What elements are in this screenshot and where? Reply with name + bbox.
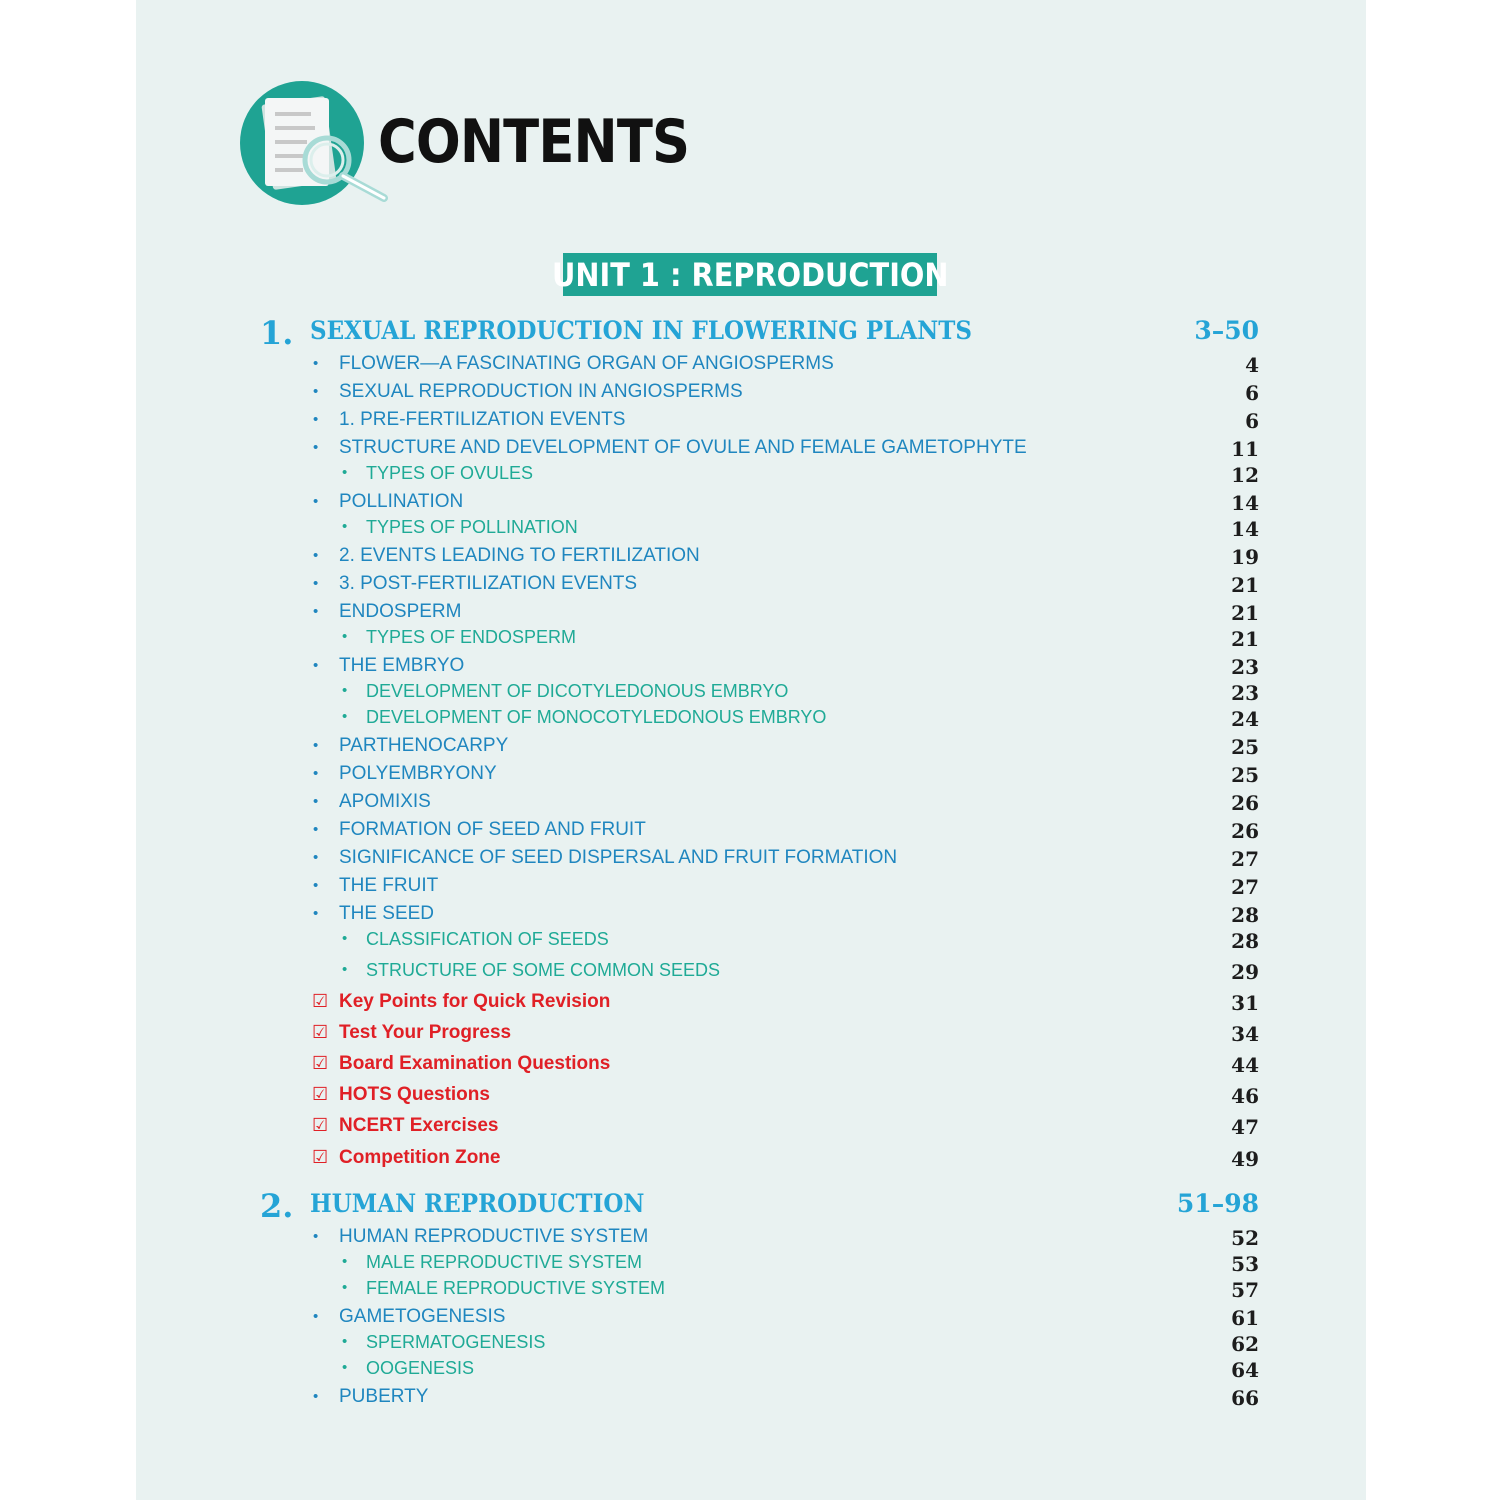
toc-revision-entry: Key Points for Quick Revision <box>339 991 611 1012</box>
toc-entry: POLLINATION <box>339 491 464 512</box>
bullet-icon: • <box>313 439 319 456</box>
page-number: 24 <box>1231 707 1259 731</box>
checkbox-icon: ☑ <box>312 1022 329 1042</box>
bullet-icon: • <box>313 603 319 620</box>
bullet-icon: • <box>313 493 319 510</box>
page-number: 29 <box>1231 960 1259 984</box>
bullet-icon: • <box>313 411 319 428</box>
bullet-icon: • <box>313 793 319 810</box>
chapter-page-range: 3–50 <box>1194 316 1259 345</box>
page-number: 28 <box>1231 903 1259 927</box>
chapter-page-range: 51–98 <box>1176 1189 1259 1218</box>
bullet-icon: • <box>313 1308 319 1325</box>
page-number: 21 <box>1231 601 1259 625</box>
toc-revision-entry: Board Examination Questions <box>339 1053 611 1074</box>
bullet-icon: • <box>313 383 319 400</box>
page-number: 23 <box>1231 681 1259 705</box>
sub-bullet-icon: • <box>342 1359 348 1376</box>
page-number: 26 <box>1231 791 1259 815</box>
bullet-icon: • <box>313 1228 319 1245</box>
page-number: 66 <box>1231 1386 1259 1410</box>
page-number: 23 <box>1231 655 1259 679</box>
toc-subentry: CLASSIFICATION OF SEEDS <box>366 929 609 949</box>
page-title: CONTENTS <box>378 107 690 177</box>
toc-entry: THE EMBRYO <box>339 655 465 676</box>
sub-bullet-icon: • <box>342 1333 348 1350</box>
page-number: 28 <box>1231 929 1259 953</box>
page-number: 53 <box>1231 1252 1259 1276</box>
sub-bullet-icon: • <box>342 518 348 535</box>
toc-entry: 3. POST-FERTILIZATION EVENTS <box>339 573 638 594</box>
page-number: 64 <box>1231 1358 1259 1382</box>
toc-entry: ENDOSPERM <box>339 601 462 622</box>
chapter-title: SEXUAL REPRODUCTION IN FLOWERING PLANTS <box>310 316 972 345</box>
checkbox-icon: ☑ <box>312 991 329 1011</box>
page-number: 4 <box>1245 353 1259 377</box>
page-number: 19 <box>1231 545 1259 569</box>
page-number: 26 <box>1231 819 1259 843</box>
page-number: 14 <box>1231 517 1259 541</box>
page-number: 57 <box>1231 1278 1259 1302</box>
sub-bullet-icon: • <box>342 930 348 947</box>
sub-bullet-icon: • <box>342 708 348 725</box>
toc-subentry: TYPES OF ENDOSPERM <box>366 627 577 647</box>
unit-title: UNIT 1 : REPRODUCTION <box>551 255 949 294</box>
toc-subentry: TYPES OF POLLINATION <box>366 517 578 537</box>
toc-subentry: SPERMATOGENESIS <box>366 1332 546 1352</box>
toc-subentry: FEMALE REPRODUCTIVE SYSTEM <box>366 1278 666 1298</box>
toc-entry: THE FRUIT <box>339 875 439 896</box>
page-number: 6 <box>1245 381 1259 405</box>
page-number: 12 <box>1231 463 1259 487</box>
page-number: 21 <box>1231 627 1259 651</box>
toc-entry: 1. PRE-FERTILIZATION EVENTS <box>339 409 626 430</box>
page-number: 21 <box>1231 573 1259 597</box>
toc-entry: THE SEED <box>339 903 435 924</box>
toc-subentry: DEVELOPMENT OF MONOCOTYLEDONOUS EMBRYO <box>366 707 827 727</box>
toc-entry: POLYEMBRYONY <box>339 763 497 784</box>
contents-document-search-icon <box>239 80 399 210</box>
page-number: 44 <box>1231 1053 1259 1077</box>
bullet-icon: • <box>313 737 319 754</box>
sub-bullet-icon: • <box>342 1279 348 1296</box>
toc-subentry: STRUCTURE OF SOME COMMON SEEDS <box>366 960 721 980</box>
checkbox-icon: ☑ <box>312 1084 329 1104</box>
page-number: 25 <box>1231 735 1259 759</box>
toc-subentry: MALE REPRODUCTIVE SYSTEM <box>366 1252 643 1272</box>
page-number: 31 <box>1231 991 1259 1015</box>
toc-entry: FLOWER—A FASCINATING ORGAN OF ANGIOSPERMS <box>339 353 834 374</box>
bullet-icon: • <box>313 547 319 564</box>
toc-entry: PUBERTY <box>339 1386 429 1407</box>
toc-subentry: TYPES OF OVULES <box>366 463 534 483</box>
page-number: 46 <box>1231 1084 1259 1108</box>
page-number: 34 <box>1231 1022 1259 1046</box>
chapter-number: 2. <box>260 1187 294 1225</box>
page-number: 49 <box>1231 1147 1259 1171</box>
toc-entry: HUMAN REPRODUCTIVE SYSTEM <box>339 1226 649 1247</box>
bullet-icon: • <box>313 849 319 866</box>
page-number: 6 <box>1245 409 1259 433</box>
toc-revision-entry: Competition Zone <box>339 1147 501 1168</box>
toc-entry: 2. EVENTS LEADING TO FERTILIZATION <box>339 545 700 566</box>
chapter-number: 1. <box>260 314 294 352</box>
toc-entry: GAMETOGENESIS <box>339 1306 506 1327</box>
toc-revision-entry: Test Your Progress <box>339 1022 512 1043</box>
sub-bullet-icon: • <box>342 464 348 481</box>
bullet-icon: • <box>313 355 319 372</box>
bullet-icon: • <box>313 657 319 674</box>
page-number: 27 <box>1231 847 1259 871</box>
page-number: 47 <box>1231 1115 1259 1139</box>
sub-bullet-icon: • <box>342 961 348 978</box>
page-number: 52 <box>1231 1226 1259 1250</box>
bullet-icon: • <box>313 905 319 922</box>
chapter-title: HUMAN REPRODUCTION <box>310 1189 645 1218</box>
unit-banner <box>551 253 949 296</box>
page-number: 25 <box>1231 763 1259 787</box>
toc-subentry: OOGENESIS <box>366 1358 475 1378</box>
page-number: 14 <box>1231 491 1259 515</box>
checkbox-icon: ☑ <box>312 1147 329 1167</box>
bullet-icon: • <box>313 821 319 838</box>
toc-subentry: DEVELOPMENT OF DICOTYLEDONOUS EMBRYO <box>366 681 789 701</box>
contents-page <box>136 0 1366 1500</box>
checkbox-icon: ☑ <box>312 1115 329 1135</box>
sub-bullet-icon: • <box>342 1253 348 1270</box>
toc-entry: SIGNIFICANCE OF SEED DISPERSAL AND FRUIT FORMATION <box>339 847 898 868</box>
bullet-icon: • <box>313 575 319 592</box>
toc-entry: STRUCTURE AND DEVELOPMENT OF OVULE AND FEMALE GAMETOPHYTE <box>339 437 1027 458</box>
toc-entry: PARTHENOCARPY <box>339 735 509 756</box>
bullet-icon: • <box>313 1388 319 1405</box>
toc-entry: SEXUAL REPRODUCTION IN ANGIOSPERMS <box>339 381 743 402</box>
page-number: 62 <box>1231 1332 1259 1356</box>
toc-revision-entry: HOTS Questions <box>339 1084 490 1105</box>
bullet-icon: • <box>313 877 319 894</box>
page-number: 27 <box>1231 875 1259 899</box>
page-number: 61 <box>1231 1306 1259 1330</box>
sub-bullet-icon: • <box>342 682 348 699</box>
bullet-icon: • <box>313 765 319 782</box>
toc-entry: APOMIXIS <box>339 791 431 812</box>
page-number: 11 <box>1231 437 1259 461</box>
toc-revision-entry: NCERT Exercises <box>339 1115 499 1136</box>
sub-bullet-icon: • <box>342 628 348 645</box>
checkbox-icon: ☑ <box>312 1053 329 1073</box>
toc-entry: FORMATION OF SEED AND FRUIT <box>339 819 646 840</box>
